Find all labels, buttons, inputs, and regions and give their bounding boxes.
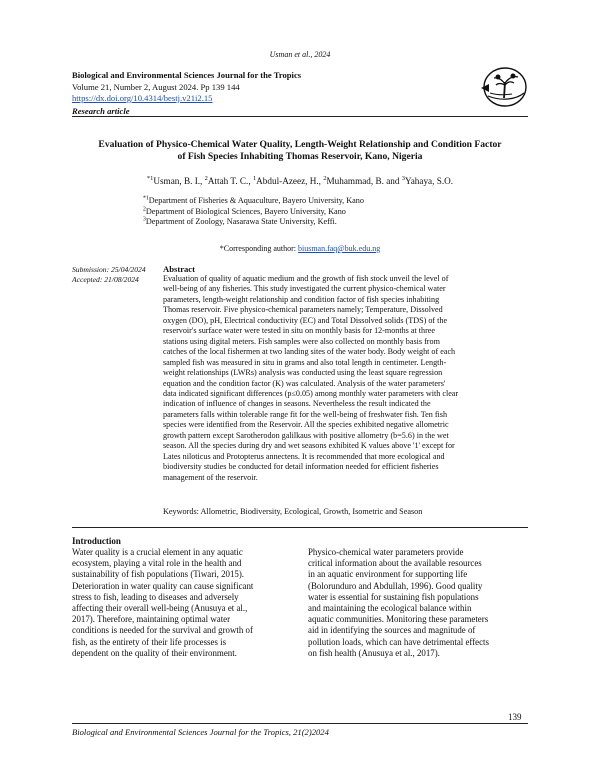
body-line: (Bolorunduro and Abdullah, 1996). Good quality <box>308 580 483 591</box>
abstract-divider <box>72 527 528 528</box>
footer-divider <box>72 723 528 724</box>
abstract-line: Evaluation of quality of aquatic medium and the growth of fish stock unveil the level of <box>163 274 449 283</box>
abstract-line: equation and the condition factor (K) was calculated. Analysis of the water parameters' <box>163 378 446 388</box>
abstract-line: stations using digital meters. Fish samples were also collected on monthly basis from <box>163 336 440 346</box>
page-footer: Biological and Environmental Sciences Journal for the Tropics, 21(2)2024 <box>72 727 329 737</box>
abstract-body <box>163 274 525 483</box>
body-line: and maintaining the ecological balance within <box>308 603 472 614</box>
corresponding-label: *Corresponding author: <box>219 244 296 253</box>
keywords: Keywords: Allometric, Biodiversity, Ecological, Growth, Isometric and Season <box>163 507 423 516</box>
abstract-line: well-being of any fisheries. This study investigated the current physico-chemical water <box>163 284 446 294</box>
abstract-line: growth pattern except Sarotherodon galilkaus with positive allometry (b=5.6) in the wet <box>163 430 449 440</box>
intro-column-right <box>308 547 528 659</box>
abstract-line: Thomas reservoir. Five physico-chemical parameters namely; Temperature, Dissolved <box>163 305 443 315</box>
abstract-line: management of the reservoir. <box>163 472 258 482</box>
body-line: conditions is needed for the survival and growth of <box>72 625 253 636</box>
abstract-line: biodiversity studies be conducted for detail information needed for efficient fisheries <box>163 462 439 472</box>
corresponding-email-link[interactable]: biusman.faq@buk.edu.ng <box>297 244 381 253</box>
body-line: aid in identifying the sources and magnitude of <box>308 625 476 636</box>
affiliation: $^{*1}$Department of Fisheries & Aquaculture, Bayero University, Kano <box>143 195 364 205</box>
body-line: pollution loads, which can have detrimental effects <box>308 636 489 647</box>
body-line: 2017). Therefore, maintaining optimal water <box>72 614 231 625</box>
body-line: critical information about the available resources <box>308 558 482 569</box>
body-line: water is essential for sustaining fish populations <box>308 591 479 602</box>
body-line: Physico-chemical water parameters provide <box>308 547 464 557</box>
doi-link[interactable]: https://dx.doi.org/10.4314/bestj.v21i2.15 <box>72 93 213 103</box>
journal-name: Biological and Environmental Sciences Journal for the Tropics <box>72 70 302 80</box>
title-line: of Fish Species Inhabiting Thomas Reservoir, Kano, Nigeria <box>177 151 423 162</box>
abstract-line: parameters falls within tolerable range fit for the well-being of freshwater fish. Ten fish <box>163 409 448 419</box>
abstract-line: indication of influence of changes in seasons. Nevertheless the result indicated the <box>163 399 431 409</box>
body-line: on fish health (Anusuya et al., 2017). <box>308 647 440 658</box>
abstract-line: reservoir's surface water were tested in situ on monthly basis for 12-months at three <box>163 326 435 336</box>
journal-logo-icon <box>478 66 528 108</box>
body-line: Deterioration in water quality can cause significant <box>72 580 254 591</box>
abstract-line: season. All the species during dry and wet seasons exhibited K values above '1' except for <box>163 441 455 451</box>
body-line: affecting their overall well-being (Anusuya et al., <box>72 603 248 614</box>
affiliation: $^2$Department of Biological Sciences, Bayero University, Kano <box>143 205 346 216</box>
corresponding-author <box>72 244 528 253</box>
abstract-line: data indicated significant differences (p≤0.05) among monthly water parameters with clear <box>163 388 459 398</box>
abstract-line: oxygen (DO), pH, Electrical conductivity (EC) and Total Dissolved solids (TDS) of the <box>163 315 448 325</box>
submission-date: Submission: 25/04/2024 <box>72 265 146 274</box>
article-dates <box>72 265 146 284</box>
body-line: Water quality is a crucial element in any aquatic <box>72 547 243 557</box>
intro-column-left <box>72 547 294 659</box>
body-line: sustainability of fish populations (Tiwari, 2015). <box>72 569 244 580</box>
volume-info: Volume 21, Number 2, August 2024. Pp 139 144 <box>72 82 240 92</box>
body-line: ecosystem, playing a vital role in the health and <box>72 558 242 569</box>
introduction-heading: Introduction <box>72 536 121 546</box>
body-line: in an aquatic environment for supporting life <box>308 569 468 580</box>
abstract-line: catches of the local fishermen at two landing sites of the water body. Body weight of each <box>163 347 456 357</box>
abstract-line: sampled fish was measured in situ in grams and also total length in centimeter. Length- <box>163 357 447 367</box>
accepted-date: Accepted: 21/08/2024 <box>72 274 139 284</box>
abstract-heading: Abstract <box>163 264 195 274</box>
running-head: Usman et al., 2024 <box>269 50 331 59</box>
author-list: $^{*1}$Usman, B. I., $^2$Attah T. C., $^1$Abdul-Azeez, H., $^2$Muhammad, B. and $^3$Yahaya, S.O. <box>146 174 454 186</box>
article-title <box>72 139 528 163</box>
body-line: fish, as the entirety of their life processes is <box>72 636 227 647</box>
affiliations <box>143 196 364 228</box>
abstract-line: weight relationships (LWRs) analysis was conducted using the least square regression <box>163 368 443 378</box>
body-line: dependent on the quality of their environment. <box>72 647 237 658</box>
article-type: Research article <box>72 106 130 116</box>
abstract-line: Lates niloticus and Protopterus annectens. It is recommended that more ecological and <box>163 451 445 461</box>
page-number: 139 <box>508 712 522 722</box>
body-line: aquatic communities. Monitoring these parameters <box>308 614 489 625</box>
title-line: Evaluation of Physico-Chemical Water Quality, Length-Weight Relationship and Condition Factor <box>98 139 502 150</box>
header-divider <box>72 116 528 117</box>
abstract-line: parameters, length-weight relationship and condition factor of fish species inhabiting <box>163 294 440 304</box>
affiliation: $^3$Department of Zoology, Nasarawa State University, Keffi. <box>143 216 337 226</box>
body-line: stress to fish, leading to diseases and adversely <box>72 591 239 602</box>
abstract-line: species were identified from the Reservoir. All the species exhibited negative allometric <box>163 420 449 430</box>
